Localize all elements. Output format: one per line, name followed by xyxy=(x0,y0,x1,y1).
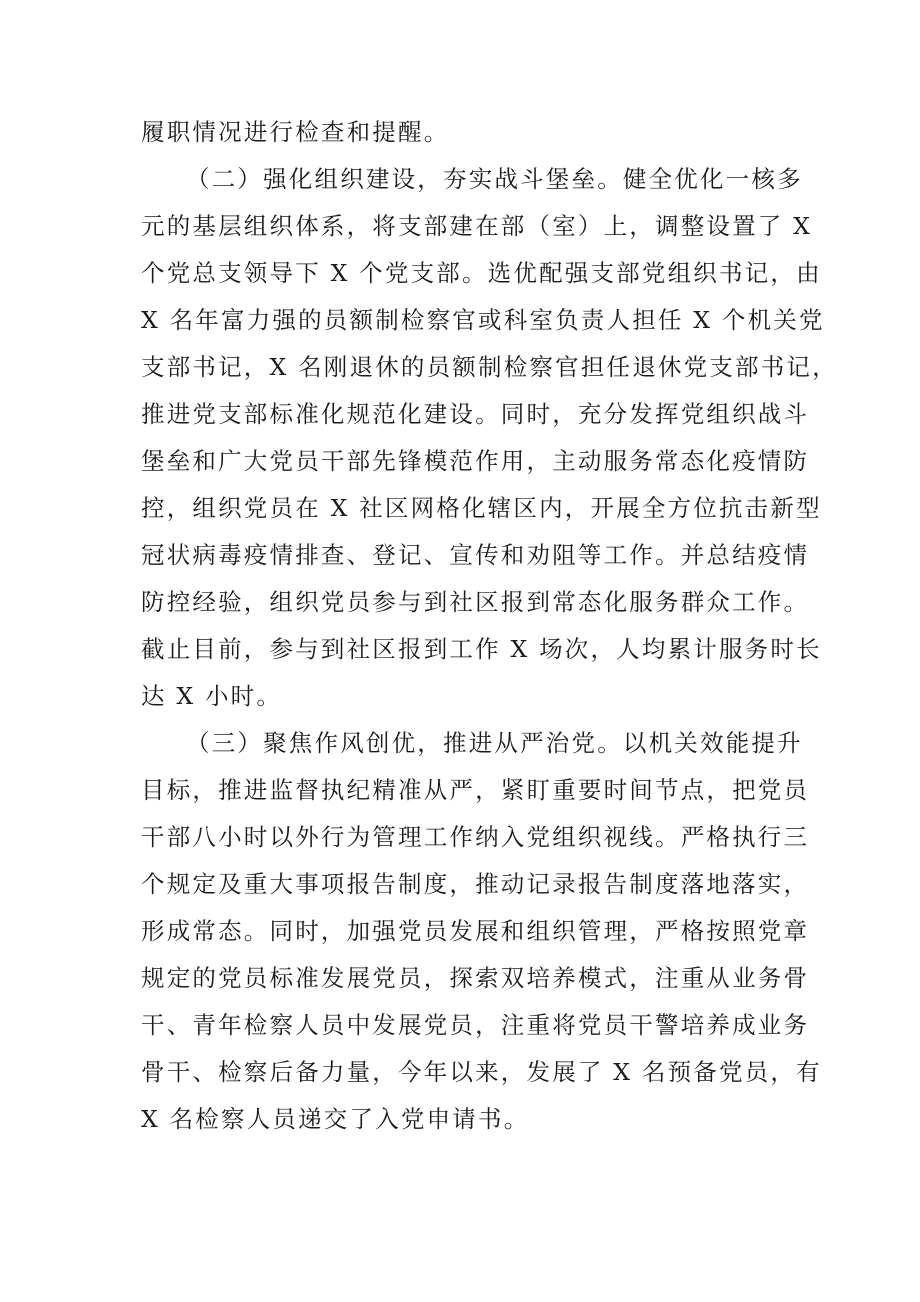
paragraph-line: 目标，推进监督执纪精准从严，紧盯重要时间节点，把党员 xyxy=(141,776,810,804)
paragraph-line: X 名检察人员递交了入党申请书。 xyxy=(141,1105,530,1133)
paragraph-line: （二）强化组织建设，夯实战斗堡垒。健全优化一核多 xyxy=(186,165,803,193)
paragraph-line: 冠状病毒疫情排查、登记、宣传和劝阻等工作。并总结疫情 xyxy=(141,541,810,569)
paragraph-line: （三）聚焦作风创优，推进从严治党。以机关效能提升 xyxy=(186,729,803,757)
paragraph-line: 支部书记，X 名刚退休的员额制检察官担任退休党支部书记， xyxy=(141,353,838,381)
paragraph-line: 堡垒和广大党员干部先锋模范作用，主动服务常态化疫情防 xyxy=(141,447,810,475)
paragraph-line: 干、青年检察人员中发展党员，注重将党员干警培养成业务 xyxy=(141,1011,810,1039)
paragraph-line: 个规定及重大事项报告制度，推动记录报告制度落地落实， xyxy=(141,870,810,898)
paragraph-line: X 名年富力强的员额制检察官或科室负责人担任 X 个机关党 xyxy=(141,306,825,334)
paragraph-line: 防控经验，组织党员参与到社区报到常态化服务群众工作。 xyxy=(141,588,810,616)
paragraph-line: 履职情况进行检查和提醒。 xyxy=(141,118,450,146)
paragraph-line: 形成常态。同时，加强党员发展和组织管理，严格按照党章 xyxy=(141,917,810,945)
paragraph-line: 达 X 小时。 xyxy=(141,682,283,710)
paragraph-line: 骨干、检察后备力量，今年以来，发展了 X 名预备党员，有 xyxy=(141,1058,822,1086)
paragraph-line: 截止目前，参与到社区报到工作 X 场次，人均累计服务时长 xyxy=(141,635,822,663)
paragraph-line: 规定的党员标准发展党员，探索双培养模式，注重从业务骨 xyxy=(141,964,810,992)
paragraph-line: 元的基层组织体系，将支部建在部（室）上，调整设置了 X xyxy=(141,212,813,240)
paragraph-line: 个党总支领导下 X 个党支部。选优配强支部党组织书记，由 xyxy=(141,259,822,287)
paragraph-line: 控，组织党员在 X 社区网格化辖区内，开展全方位抗击新型 xyxy=(141,494,822,522)
paragraph-line: 推进党支部标准化规范化建设。同时，充分发挥党组织战斗 xyxy=(141,400,810,428)
paragraph-line: 干部八小时以外行为管理工作纳入党组织视线。严格执行三 xyxy=(141,823,810,851)
